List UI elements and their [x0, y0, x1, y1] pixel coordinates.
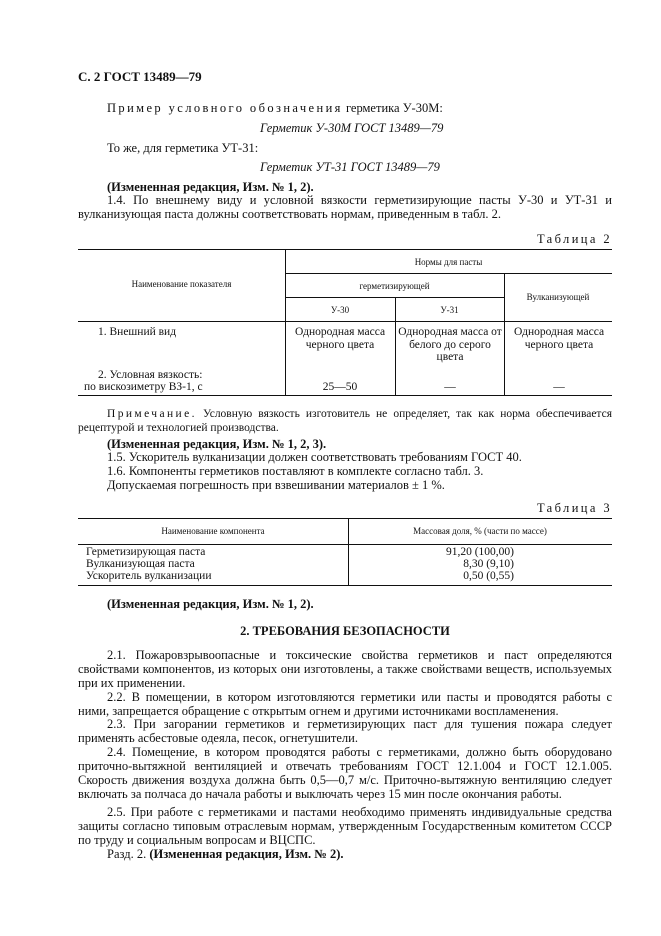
- table3-row1-name: Герметизирующая паста: [86, 546, 206, 558]
- table2-header-rule: [78, 321, 612, 322]
- note-label: Примечание.: [107, 408, 197, 420]
- table2-row2-name-1: 2. Условная вязкость:: [98, 369, 203, 381]
- also-ut31: То же, для герметика УТ-31:: [107, 141, 259, 155]
- designation-u30m: Герметик У-30М ГОСТ 13489—79: [260, 121, 444, 135]
- table3-row1-value: 91,20 (100,00): [445, 546, 514, 558]
- paragraph-2-3: 2.3. При загорании герметиков и герметизирующих паст для тушения пожара следует применять асбестовые одеяла, песок, огнетушители.: [78, 717, 612, 745]
- section-2-title: 2. ТРЕБОВАНИЯ БЕЗОПАСНОСТИ: [240, 624, 450, 638]
- table2-col-rule-1: [285, 249, 286, 395]
- table3-row3-value: 0,50 (0,55): [463, 570, 514, 582]
- note-text: Условную вязкость изготовитель не определяет, так как норма обеспечивается рецептурой и технологией производства.: [78, 408, 612, 434]
- paragraph-1-5: 1.5. Ускоритель вулканизации должен соответствовать требованиям ГОСТ 40.: [107, 450, 522, 464]
- table2-row1-ut31: Однородная масса от белого до серого цвета: [398, 326, 502, 363]
- table2-row1-u30: Однородная масса черного цвета: [294, 326, 386, 351]
- amendment-note-1: (Измененная редакция, Изм. № 1, 2).: [107, 180, 314, 194]
- paragraph-2-4: 2.4. Помещение, в котором проводятся работы с герметиками, должно быть оборудовано приточно-вытяжной вентиляцией и отвечать требованиям ГОСТ 12.1.004 и ГОСТ 12.1.005. Скорость движения воздуха должна быть 0,5—0,7 м/с. Приточно-вытяжную вентиляцию следует включать за полчаса до начала работы и выключать через 15 мин после окончания работы.: [78, 745, 612, 801]
- table3-bottom-rule: [78, 585, 612, 586]
- paragraph-2-2: 2.2. В помещении, в котором изготовляются герметики или пасты и проводятся работы с ними, запрещается обращение с открытым огнем и другими источниками воспламенения.: [78, 690, 612, 718]
- table2-row1-name: 1. Внешний вид: [98, 326, 177, 338]
- table3-top-rule: [78, 518, 612, 519]
- table2-row1-vulc: Однородная масса черного цвета: [513, 326, 605, 351]
- final-amendment: [107, 847, 344, 861]
- table2-header-indicator: Наименование показателя: [131, 279, 232, 289]
- table3-row2-value: 8,30 (9,10): [463, 558, 514, 570]
- paragraph-tolerance: Допускаемая погрешность при взвешивании материалов ± 1 %.: [107, 478, 445, 492]
- table2-row2-name-2: по вискозиметру ВЗ-1, с: [84, 381, 203, 393]
- table2-row2-vulc: —: [553, 381, 565, 393]
- table3-row3-name: Ускоритель вулканизации: [86, 570, 212, 582]
- example-intro: [107, 101, 443, 115]
- designation-ut31: Герметик УТ-31 ГОСТ 13489—79: [260, 160, 440, 174]
- page-header: С. 2 ГОСТ 13489—79: [78, 69, 202, 84]
- paragraph-2-1: 2.1. Пожаровзрывоопасные и токсические свойства герметиков и паст определяются свойствами компонентов, из которых они изготовлены, а также свойствами веществ, используемых при их применении.: [78, 648, 612, 690]
- table2-row2-u30: 25—50: [322, 381, 358, 393]
- table2-top-rule: [78, 249, 612, 250]
- table2-bottom-rule: [78, 395, 612, 396]
- table2-header-sealing: герметизирующей: [359, 281, 430, 291]
- table2-note: [78, 407, 612, 435]
- table3-caption: Таблица 3: [536, 501, 612, 515]
- paragraph-1-6: 1.6. Компоненты герметиков поставляют в комплекте согласно табл. 3.: [107, 464, 484, 478]
- example-intro-rest: герметика У-30М:: [342, 101, 443, 115]
- table2-header-u30: У-30: [330, 305, 350, 315]
- table2-header-norms: Нормы для пасты: [414, 257, 483, 267]
- table2-header-ut31: У-31: [440, 305, 459, 315]
- table3-header-rule: [78, 544, 612, 545]
- table2-header-vulc: Вулканизующей: [526, 292, 590, 302]
- table2-caption: Таблица 2: [536, 232, 612, 246]
- table2-norms-rule: [285, 273, 612, 274]
- example-intro-spaced: Пример условного обозначения: [107, 101, 343, 115]
- table3-header-component: Наименование компонента: [161, 526, 265, 536]
- table3-row2-name: Вулканизующая паста: [86, 558, 195, 570]
- paragraph-1-4: 1.4. По внешнему виду и условной вязкости герметизирующие пасты У-30 и УТ-31 и вулканизующая паста должны соответствовать нормам, приведенным в табл. 2.: [78, 193, 612, 221]
- amendment-note-3: (Измененная редакция, Изм. № 1, 2).: [107, 597, 314, 611]
- table2-row2-ut31: —: [444, 381, 456, 393]
- amendment-note-2: (Измененная редакция, Изм. № 1, 2, 3).: [107, 437, 327, 451]
- table3-header-mass: Массовая доля, % (части по массе): [413, 526, 547, 536]
- final-amend-text: (Измененная редакция, Изм. № 2).: [149, 847, 344, 861]
- final-prefix: Разд. 2.: [107, 847, 147, 861]
- paragraph-2-5: 2.5. При работе с герметиками и пастами необходимо применять индивидуальные средства защиты согласно типовым отраслевым нормам, утвержденным Государственным комитетом СССР по труду и социальным вопросам и ВЦСПС.: [78, 805, 612, 847]
